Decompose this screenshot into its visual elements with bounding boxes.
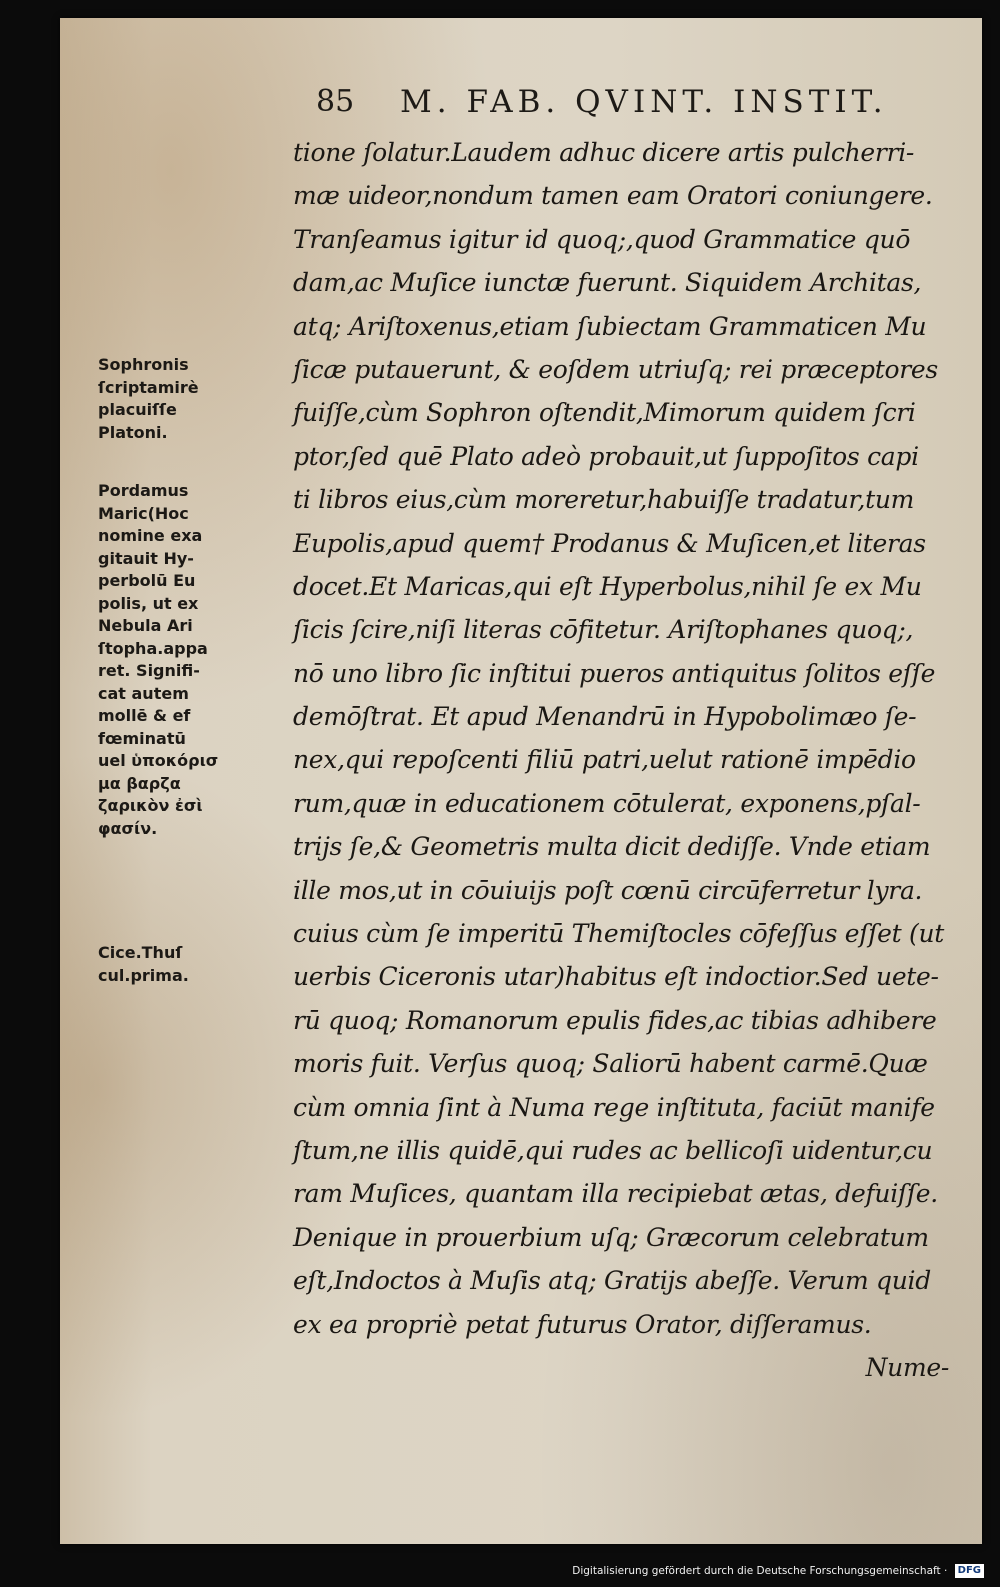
margin-note-line: polis, ut ex — [98, 593, 199, 613]
margin-note-pordamus — [98, 480, 240, 840]
margin-note-line: cat autem — [98, 683, 189, 703]
text-line: nex,qui repoſcenti filiū patri,uelut rationē impēdio — [293, 745, 916, 775]
text-line: ſtum,ne illis quidē,qui rudes ac bellicoſi uidentur,cu — [293, 1135, 933, 1165]
text-line: moris fuit. Verſus quoq; Saliorū habent carmē.Quæ — [293, 1049, 928, 1079]
margin-note-line: φασίν. — [98, 818, 158, 838]
text-line: docet.Et Maricas,qui eſt Hyperbolus,nihil ſe ex Mu — [293, 571, 922, 601]
digitization-credit — [560, 1561, 984, 1581]
text-line: demōſtrat. Et apud Menandrū in Hypobolimæo ſe- — [293, 702, 917, 732]
margin-note-cicero — [98, 942, 240, 987]
main-text-block — [293, 131, 973, 1389]
text-line: ſicis ſcire,niſi literas cōfitetur. Ariſtophanes quoq;, — [293, 615, 914, 645]
text-line: tione ſolatur.Laudem adhuc dicere artis pulcherri- — [293, 138, 915, 167]
text-line: trijs ſe,& Geometris multa dicit dediſſe. Vnde etiam — [293, 832, 931, 862]
margin-note-sophron — [98, 354, 240, 444]
running-head: M. FAB. QVINT. INSTIT. — [400, 84, 888, 120]
page-header — [316, 80, 956, 126]
page-number: 85 — [316, 84, 355, 119]
margin-note-line: perbolū Eu — [98, 571, 196, 590]
text-line: cùm omnia ſint à Numa rege inſtituta, faciūt manife — [293, 1092, 935, 1122]
text-line: ram Muſices, quantam illa recipiebat ætas, defuiſſe. — [293, 1179, 938, 1209]
text-line: dam,ac Muſice iunctæ fuerunt. Siquidem Architas, — [293, 268, 922, 298]
text-line: ti libros eius,cùm moreretur,habuiſſe tradatur,tum — [293, 485, 915, 515]
text-line: Tranſeamus igitur id quoq;,quod Grammatice quō — [293, 224, 911, 254]
text-line: ptor,ſed quē Plato adeò probauit,ut ſuppoſitos capi — [293, 441, 919, 471]
text-line: fuiſſe,cùm Sophron oſtendit,Mimorum quidem ſcri — [293, 398, 916, 428]
text-line: rum,quæ in educationem cōtulerat, exponens,pſal- — [293, 788, 921, 818]
margin-note-line: cul.prima. — [98, 965, 189, 985]
margin-note-line: Maric(Hoc — [98, 503, 189, 523]
text-line: nō uno libro ſic inſtitui pueros antiquitus ſolitos eſſe — [293, 658, 936, 688]
text-line: atq; Ariſtoxenus,etiam ſubiectam Grammaticen Mu — [293, 311, 927, 341]
margin-note-line: Platoni. — [98, 422, 168, 442]
text-line: ex ea propriè petat futurus Orator, diſſeramus. — [293, 1309, 872, 1339]
margin-note-line: ζαρικὸν ἐσὶ — [98, 796, 203, 815]
text-line: mæ uideor,nondum tamen eam Oratori coniungere. — [293, 181, 933, 211]
text-line: Eupolis,apud quem† Prodanus & Muſicen,et literas — [293, 528, 926, 558]
text-line: ſicæ putauerunt, & eoſdem utriuſq; rei præceptores — [293, 354, 938, 384]
margin-note-line: nomine exa — [98, 526, 203, 545]
margin-note-line: gitauit Hy- — [98, 548, 194, 568]
margin-note-line: Nebula Ari — [98, 616, 193, 635]
margin-note-line: mollē & ef — [98, 706, 191, 725]
margin-note-line: placuiſſe — [98, 400, 177, 419]
margin-note-line: Cice.Thuſ — [98, 943, 183, 962]
text-line: rū quoq; Romanorum epulis fides,ac tibias adhibere — [293, 1005, 937, 1035]
margin-note-line: uel ὑποκόρισ — [98, 751, 219, 770]
margin-note-line: ſcriptamirè — [98, 377, 199, 397]
margin-note-line: μα βαρζα — [98, 773, 181, 793]
margin-note-line: ſtopha.appa — [98, 638, 208, 658]
margin-note-line: ret. Signifi- — [98, 661, 200, 680]
dfg-logo-icon: DFG — [955, 1564, 984, 1578]
text-line: Denique in prouerbium uſq; Græcorum celebratum — [293, 1222, 929, 1252]
text-line: cuius cùm ſe imperitū Themiſtocles cōfeſſus eſſet (ut — [293, 919, 945, 949]
margin-note-line: fœminatū — [98, 728, 186, 748]
credit-text: Digitalisierung gefördert durch die Deutsche Forschungsgemeinschaft · — [572, 1565, 948, 1577]
margin-note-line: Sophronis — [98, 355, 189, 374]
text-line: ille mos,ut in cōuiuijs poſt cœnū circūferretur lyra. — [293, 875, 923, 905]
margin-note-line: Pordamus — [98, 481, 189, 500]
text-line: eſt,Indoctos à Muſis atq; Gratijs abeſſe. Verum quid — [293, 1266, 931, 1296]
catchword: Nume- — [865, 1352, 949, 1382]
text-line: uerbis Ciceronis utar)habitus eſt indoctior.Sed uete- — [293, 962, 939, 992]
